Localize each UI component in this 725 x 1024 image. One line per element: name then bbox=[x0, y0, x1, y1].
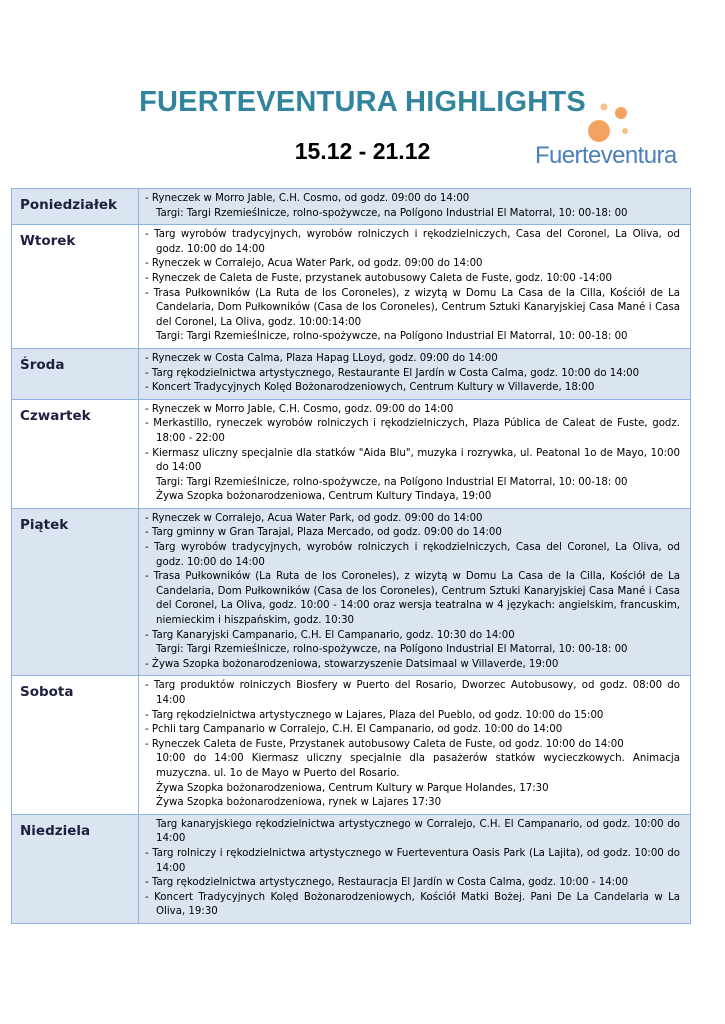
schedule-table bbox=[11, 188, 691, 924]
event-line: - Ryneczek w Morro Jable, C.H. Cosmo, od godz. 09:00 do 14:00 bbox=[145, 193, 470, 204]
events-cell bbox=[139, 225, 691, 349]
schedule-row bbox=[12, 814, 691, 923]
day-label: Środa bbox=[12, 348, 139, 399]
event-line: Targi: Targi Rzemieślnicze, rolno-spożywcze, na Polígono Industrial El Matorral, 10: 00-18: 00 bbox=[156, 476, 628, 488]
day-label: Wtorek bbox=[12, 225, 139, 349]
events-cell bbox=[139, 348, 691, 399]
schedule-row bbox=[12, 348, 691, 399]
event-line: - Pchli targ Campanario w Corralejo, C.H. El Campanario, od godz. 10:00 do 14:00 bbox=[145, 724, 563, 736]
page-title: FUERTEVENTURA HIGHLIGHTS bbox=[139, 86, 586, 118]
event-line: Targ kanaryjskiego rękodzielnictwa artystycznego w Corralejo, C.H. El Campanario, od godz. 10:00 do 14:00 bbox=[156, 818, 680, 845]
event-line: - Ryneczek de Caleta de Fuste, przystanek autobusowy Caleta de Fuste, godz. 10:00 -14:00 bbox=[145, 272, 612, 284]
event-line: - Ryneczek w Corralejo, Acua Water Park, od godz. 09:00 do 14:00 bbox=[145, 258, 483, 270]
event-line: - Targ wyrobów tradycyjnych, wyrobów rolniczych i rękodzielniczych, Casa del Coronel, La Oliva, od godz. 10:00 do 14:00 bbox=[145, 229, 680, 255]
event-line: - Merkastillo, ryneczek wyrobów rolniczych i rękodzielniczych, Plaza Pública de Caleat de Fuste, godz. 18:00 - 22:00 bbox=[145, 418, 680, 444]
event-line: - Targ wyrobów tradycyjnych, wyrobów rolniczych i rękodzielniczych, Casa del Coronel, La Oliva, od godz. 10:00 do 14:00 bbox=[145, 542, 680, 568]
event-line: - Targ rękodzielnictwa artystycznego w Lajares, Plaza del Pueblo, od godz. 10:00 do 15:00 bbox=[145, 709, 604, 721]
events-cell bbox=[139, 399, 691, 508]
schedule-row bbox=[12, 189, 691, 225]
event-line: - Ryneczek w Corralejo, Acua Water Park, od godz. 09:00 do 14:00 bbox=[145, 512, 483, 524]
sun-logo-icon bbox=[535, 102, 695, 147]
events-cell bbox=[139, 814, 691, 923]
event-line: - Ryneczek w Costa Calma, Plaza Hapag LLoyd, godz. 09:00 do 14:00 bbox=[145, 352, 498, 364]
event-line: Targi: Targi Rzemieślnicze, rolno-spożywcze, na Polígono Industrial El Matorral, 10: 00-18: 00 bbox=[156, 207, 628, 219]
event-line: Żywa Szopka bożonarodzeniowa, rynek w Lajares 17:30 bbox=[156, 797, 442, 809]
event-line: Targi: Targi Rzemieślnicze, rolno-spożywcze, na Polígono Industrial El Matorral, 10: 00-18: 00 bbox=[156, 331, 628, 343]
day-label: Czwartek bbox=[12, 399, 139, 508]
event-line: - Targ rolniczy i rękodzielnictwa artystycznego w Fuerteventura Oasis Park (La Lajita), od godz. 10:00 do 14:00 bbox=[145, 847, 680, 874]
events-cell bbox=[139, 676, 691, 814]
schedule-row bbox=[12, 399, 691, 508]
schedule-row bbox=[12, 676, 691, 814]
event-line: - Koncert Tradycyjnych Kolęd Bożonarodzeniowych, Centrum Kultury w Villaverde, 18:00 bbox=[145, 382, 595, 394]
event-line: - Trasa Pułkowników (La Ruta de los Coroneles), z wizytą w Domu La Casa de la Cilla, Kościół de La Candelaria, Dom Pułkowników (Casa de los Coroneles), Centrum Sztuki Kanaryjskiej Casa Mané i Casa del Coronel, La Oliva, godz. 10:00 - 14:00 oraz wersja teatralna w 4 językach: angielskim, francuskim, niemieckim i hiszpańskim, godz. 10:30 bbox=[145, 571, 680, 627]
day-label: Poniedziałek bbox=[12, 189, 139, 225]
event-line: - Trasa Pułkowników (La Ruta de los Coroneles), z wizytą w Domu La Casa de la Cilla, Kościół de La Candelaria, Dom Pułkowników (Casa de los Coroneles), Centrum Sztuki Kanaryjskiej Casa Mané i Casa del Coronel, La Oliva, godz. 10:00:14:00 bbox=[145, 287, 680, 328]
logo-text: Fuerteventura bbox=[535, 142, 677, 169]
event-line: - Ryneczek w Morro Jable, C.H. Cosmo, godz. 09:00 do 14:00 bbox=[145, 403, 454, 415]
day-label: Niedziela bbox=[12, 814, 139, 923]
day-label: Sobota bbox=[12, 676, 139, 814]
event-line: - Żywa Szopka bożonarodzeniowa, stowarzyszenie Datsimaal w Villaverde, 19:00 bbox=[145, 658, 559, 670]
events-cell bbox=[139, 189, 691, 225]
schedule-row bbox=[12, 225, 691, 349]
event-line: 10:00 do 14:00 Kiermasz uliczny specjalnie dla pasażerów statków wycieczkowych. Animacja muzyczna. ul. 1o de Mayo w Puerto del Rosario. bbox=[156, 753, 680, 779]
event-line: Żywa Szopka bożonarodzeniowa, Centrum Kultury w Parque Holandes, 17:30 bbox=[156, 782, 549, 794]
day-label: Piątek bbox=[12, 508, 139, 676]
event-line: - Ryneczek Caleta de Fuste, Przystanek autobusowy Caleta de Fuste, od godz. 10:00 do 14:00 bbox=[145, 738, 624, 750]
date-range: 15.12 - 21.12 bbox=[294, 138, 431, 164]
event-line: - Koncert Tradycyjnych Kolęd Bożonarodzeniowych, Kościół Matki Bożej. Pani De La Candelaria w La Oliva, 19:30 bbox=[145, 891, 680, 918]
event-line: - Targ produktów rolniczych Biosfery w Puerto del Rosario, Dworzec Autobusowy, od godz. 08:00 do 14:00 bbox=[145, 680, 680, 706]
event-line: Żywa Szopka bożonarodzeniowa, Centrum Kultury Tindaya, 19:00 bbox=[156, 491, 492, 503]
event-line: Targi: Targi Rzemieślnicze, rolno-spożywcze, na Polígono Industrial El Matorral, 10: 00-18: 00 bbox=[156, 644, 628, 656]
event-line: - Targ rękodzielnictwa artystycznego, Restaurante El Jardín w Costa Calma, godz. 10:00 do 14:00 bbox=[145, 367, 640, 379]
event-line: - Targ Kanaryjski Campanario, C.H. El Campanario, godz. 10:30 do 14:00 bbox=[145, 629, 515, 641]
event-line: - Targ rękodzielnictwa artystycznego, Restauracja El Jardín w Costa Calma, godz. 10:00 - 14:00 bbox=[145, 877, 629, 889]
event-line: - Kiermasz uliczny specjalnie dla statków "Aida Blu", muzyka i rozrywka, ul. Peatonal 1o de Mayo, 10:00 do 14:00 bbox=[145, 447, 680, 474]
schedule-row bbox=[12, 508, 691, 676]
events-cell bbox=[139, 508, 691, 676]
fuerteventura-logo bbox=[535, 102, 695, 172]
event-line: - Targ gminny w Gran Tarajal, Plaza Mercado, od godz. 09:00 do 14:00 bbox=[145, 527, 502, 539]
